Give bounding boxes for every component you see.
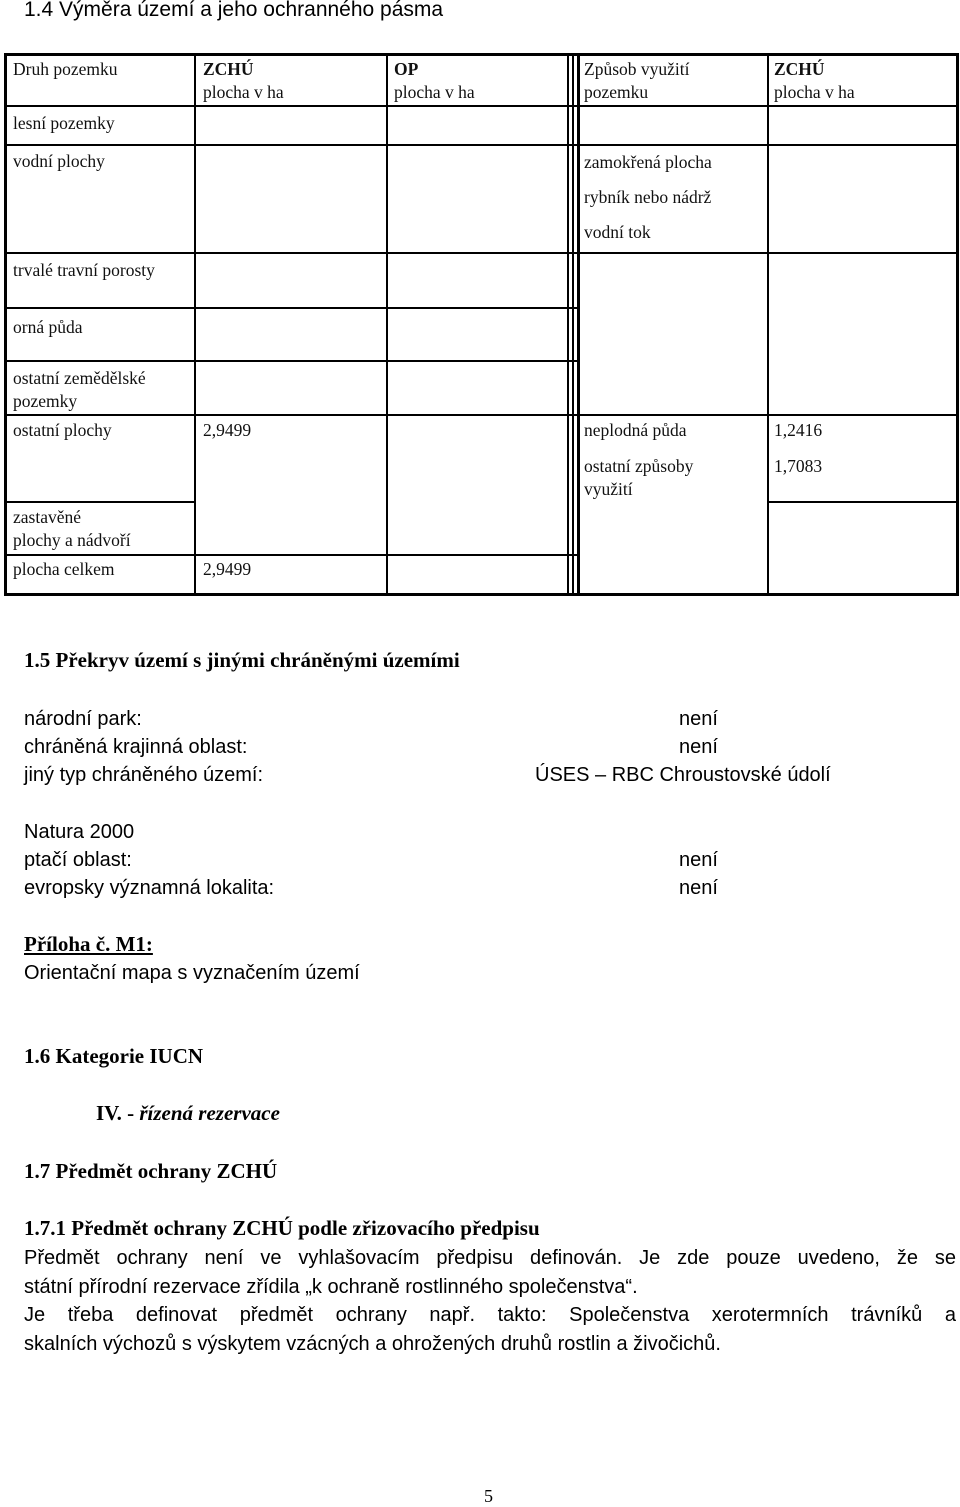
header-druh: Druh pozemku bbox=[13, 59, 118, 79]
row-ostatni-plochy-value: 2,9499 bbox=[203, 420, 252, 440]
table-hline-left bbox=[4, 144, 579, 146]
table-hline-left bbox=[4, 414, 579, 416]
row-ostatni-zem: ostatní zemědělské bbox=[13, 368, 146, 388]
table-vline-3c bbox=[577, 53, 580, 596]
header-zchu2-sub: plocha v ha bbox=[774, 82, 855, 102]
overlap-value-np: není bbox=[679, 708, 718, 730]
table-vline-4 bbox=[767, 53, 769, 596]
iucn-category bbox=[96, 1101, 280, 1126]
header-zpusob-2: pozemku bbox=[584, 82, 649, 102]
table-border-right bbox=[956, 53, 959, 596]
natura-label-po: ptačí oblast: bbox=[24, 849, 132, 871]
table-vline-3b bbox=[572, 53, 574, 596]
overlap-value-jiny: ÚSES – RBC Chroustovské údolí bbox=[535, 764, 831, 786]
section-heading-1-5: 1.5 Překryv území s jinými chráněnými územími bbox=[24, 648, 460, 672]
table-border-top bbox=[4, 53, 959, 56]
table-hline-left bbox=[4, 554, 579, 556]
area-table bbox=[4, 53, 959, 596]
table-hline-right bbox=[579, 414, 959, 416]
row-zastavene-2: plochy a nádvoří bbox=[13, 530, 131, 550]
row-rybnik: rybník nebo nádrž bbox=[584, 187, 712, 207]
row-ostatni-zpusoby-2: využití bbox=[584, 479, 633, 499]
table-hline-right-partial bbox=[767, 501, 959, 503]
row-trvale: trvalé travní porosty bbox=[13, 260, 155, 280]
row-vodni-tok: vodní tok bbox=[584, 222, 651, 242]
row-celkem-value: 2,9499 bbox=[203, 559, 252, 579]
row-zastavene: zastavěné bbox=[13, 507, 82, 527]
row-ostatni-plochy: ostatní plochy bbox=[13, 420, 112, 440]
overlap-label-jiny: jiný typ chráněného území: bbox=[24, 764, 264, 786]
paragraph-2-line-1: Je třeba definovat předmět ochrany např. takto: Společenstva xerotermních trávníků a bbox=[24, 1304, 956, 1326]
priloha-text: Orientační mapa s vyznačením území bbox=[24, 962, 360, 984]
table-border-bottom bbox=[4, 593, 959, 596]
header-op: OP bbox=[394, 59, 419, 79]
header-op-sub: plocha v ha bbox=[394, 82, 475, 102]
table-vline-3a bbox=[567, 53, 569, 596]
natura-value-po: není bbox=[679, 849, 718, 871]
section-heading-1-7: 1.7 Předmět ochrany ZCHÚ bbox=[24, 1159, 278, 1183]
paragraph-2-line-2: skalních výchozů s výskytem vzácných a ohrožených druhů rostlin a živočichů. bbox=[24, 1332, 721, 1355]
overlap-label-cho: chráněná krajinná oblast: bbox=[24, 736, 248, 758]
overlap-label-np: národní park: bbox=[24, 708, 142, 730]
table-border-left bbox=[4, 53, 7, 596]
table-hline-left bbox=[4, 252, 579, 254]
row-zamokrena: zamokřená plocha bbox=[584, 152, 712, 172]
table-hline-left-partial bbox=[4, 501, 196, 503]
header-zchu-sub: plocha v ha bbox=[203, 82, 284, 102]
paragraph-2 bbox=[24, 1301, 956, 1358]
table-hline-right bbox=[579, 144, 959, 146]
row-vodni: vodní plochy bbox=[13, 151, 105, 171]
row-ostatni-zem-2: pozemky bbox=[13, 391, 78, 411]
table-hline-left bbox=[4, 360, 579, 362]
section-heading-1-6: 1.6 Kategorie IUCN bbox=[24, 1044, 204, 1068]
section-heading-1-7-1: 1.7.1 Předmět ochrany ZCHÚ podle zřizovacího předpisu bbox=[24, 1216, 540, 1240]
paragraph-1 bbox=[24, 1244, 956, 1301]
natura-title: Natura 2000 bbox=[24, 821, 135, 843]
table-hline-left bbox=[4, 307, 579, 309]
row-ostatni-zpusoby: ostatní způsoby bbox=[584, 456, 694, 476]
paragraph-1-line-1: Předmět ochrany není ve vyhlašovacím předpisu definován. Je zde pouze uvedeno, že se bbox=[24, 1247, 956, 1269]
natura-label-evl: evropsky významná lokalita: bbox=[24, 877, 275, 899]
table-vline-1 bbox=[194, 53, 196, 596]
row-neplodna-value: 1,2416 bbox=[774, 420, 823, 440]
row-ostatni-zpusoby-value: 1,7083 bbox=[774, 456, 823, 476]
priloha-label: Příloha č. M1: bbox=[24, 932, 153, 956]
table-hline-right bbox=[579, 252, 959, 254]
row-celkem: plocha celkem bbox=[13, 559, 115, 579]
row-neplodna: neplodná půda bbox=[584, 420, 687, 440]
overlap-value-cho: není bbox=[679, 736, 718, 758]
iucn-category-name: řízená rezervace bbox=[139, 1101, 280, 1125]
iucn-category-num: IV. - bbox=[96, 1101, 140, 1125]
header-zchu: ZCHÚ bbox=[203, 59, 254, 79]
header-zpusob: Způsob využití bbox=[584, 59, 690, 79]
page-number: 5 bbox=[484, 1486, 493, 1506]
row-orna: orná půda bbox=[13, 317, 83, 337]
table-hline-left bbox=[4, 105, 579, 107]
table-hline-right bbox=[579, 105, 959, 107]
header-zchu2: ZCHÚ bbox=[774, 59, 825, 79]
row-lesni: lesní pozemky bbox=[13, 113, 115, 133]
section-heading-1-4: 1.4 Výměra území a jeho ochranného pásma bbox=[24, 0, 444, 21]
natura-value-evl: není bbox=[679, 877, 718, 899]
table-vline-2 bbox=[386, 53, 388, 596]
paragraph-1-line-2: státní přírodní rezervace zřídila „k ochraně rostlinného společenstva“. bbox=[24, 1275, 638, 1298]
